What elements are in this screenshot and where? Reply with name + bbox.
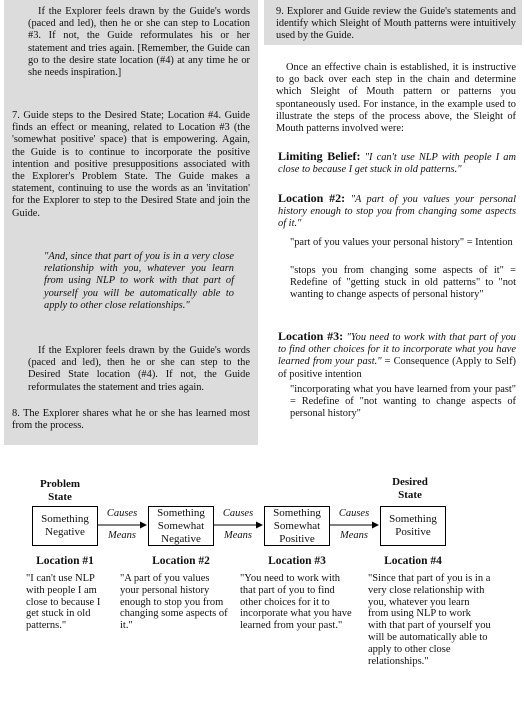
location-4-quote: "Since that part of you is in a very close relationship with you, whatever you learn from using NLP to work with that part of yourself you will be automatically able to apply to other close relationships." [368, 573, 491, 667]
limiting-belief-label: Limiting Belief: [278, 149, 361, 163]
location-3-quote: "You need to work with that part of you to find other choices for it to incorporate what you have learned from your past." [240, 573, 352, 632]
desired-state-label: Desired State [392, 476, 428, 501]
state-box-3-text: Something Somewhat Positive [273, 506, 321, 545]
location-2-heading: Location #2 [152, 555, 210, 567]
state-box-4-text: Something Positive [389, 513, 437, 538]
location-4-heading: Location #4 [384, 555, 442, 567]
location-2-intention: "part of you values your personal history" = Intention [290, 237, 513, 248]
means-label-2: Means [224, 530, 252, 541]
location-3-heading: Location #3 [268, 555, 326, 567]
location-3-label: Location #3: [278, 329, 344, 343]
left-step-8: 8. The Explorer shares what he or she has learned most from the process. [12, 408, 250, 432]
location-2-quote: "A part of you values your personal history enough to stop you from changing some aspects of it." [120, 573, 228, 632]
limiting-belief-text: "I can't use NLP with people I am close to because I get stuck in old patterns." [278, 152, 516, 176]
problem-state-label: Problem State [39, 478, 81, 503]
causes-label-1: Causes [106, 508, 138, 519]
location-3-tail: = Consequence (Apply to Self) of positive intention [278, 356, 516, 380]
location-3-text: "You need to work with that part of you to find other choices for it to incorporate what you have learned from your past." [278, 332, 516, 368]
location-2-label: Location #2: [278, 191, 346, 205]
location-2-text: "A part of you values your personal history enough to stop you from changing some aspects of it." [278, 194, 516, 230]
left-paragraph-3: If the Explorer feels drawn by the Guide's words (paced and led), then he or she can step to the Desired State location (#4). If not, the Guide reformulates the statement and tries again. [28, 345, 250, 393]
location-2-redefine: "stops you from changing some aspects of it" = Redefine of "getting stuck in old patterns" to "not wanting to change aspects of personal history" [290, 265, 516, 301]
location-1-quote: "I can't use NLP with people I am close to because I get stuck in old patterns." [26, 573, 101, 632]
right-step-9: 9. Explorer and Guide review the Guide's statements and identify which Sleight of Mouth patterns were intuitively used by the Guide. [276, 6, 516, 42]
location-1-heading: Location #1 [36, 555, 94, 567]
means-label-3: Means [340, 530, 368, 541]
right-paragraph: Once an effective chain is established, it is instructive to go back over each step in the chain and determine which Sleight of Mouth pattern or patterns you spontaneously used. For instance, in the example used to illustrate the steps of the process above, the Sleight of Mouth patterns involved were: [276, 62, 516, 135]
state-box-1-text: Something Negative [41, 513, 89, 538]
location-3-redefine: "incorporating what you have learned from your past" = Redefine of "not wanting to change aspects of personal history" [290, 384, 516, 420]
means-label-1: Means [108, 530, 136, 541]
left-paragraph-1: If the Explorer feels drawn by the Guide's words (paced and led), then he or she can step to Location #3. If not, the Guide reformulates his or her statement and tries again. [Remember, the Guide can go to the desire state location (#4) at any time he or she needs inspiration.] [28, 6, 250, 79]
causes-label-2: Causes [222, 508, 254, 519]
left-quote: "And, since that part of you is in a very close relationship with you, whatever you learn from using NLP to work with that part of yourself you will be automatically able to apply to other close relationships." [44, 251, 234, 311]
left-step-7: 7. Guide steps to the Desired State; Location #4. Guide finds an effect or meaning, related to Location #3 (the 'somewhat positive' space) that is empowering. Again, the Guide is to continue to incorporate the positive intention and positive presuppositions associated with the Explorer's Problem State. The Guide makes a statement, continuing to use the words as an 'invitation' for the Explorer to step to the Desired State and join the Guide. [12, 110, 250, 219]
state-box-2-text: Something Somewhat Negative [157, 506, 205, 545]
causes-label-3: Causes [338, 508, 370, 519]
